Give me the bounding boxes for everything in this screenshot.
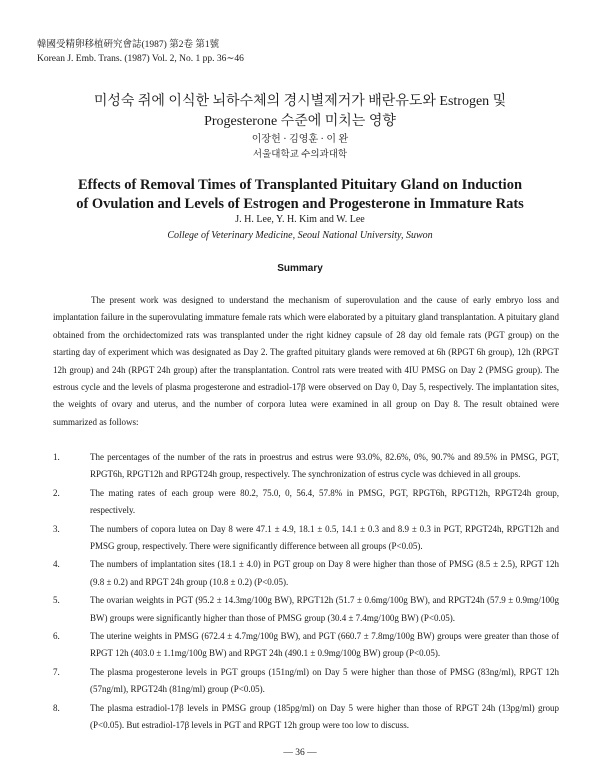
korean-title <box>0 92 600 132</box>
english-title <box>0 176 600 214</box>
summary-heading: Summary <box>277 263 323 274</box>
results-list <box>53 449 559 736</box>
english-title-line-2: of Ovulation and Levels of Estrogen and Progesterone in Immature Rats <box>76 196 524 212</box>
result-item <box>53 592 559 627</box>
journal-line-korean: 韓國受精卵移植硏究會誌(1987) 第2卷 第1號 <box>37 40 220 50</box>
result-item <box>53 664 559 699</box>
result-text: The numbers of copora lutea on Day 8 were 47.1 ± 4.9, 18.1 ± 0.5, 14.1 ± 0.3 and 8.9 ± 0.3 in PGT, RPGT24h, RPGT12h and PMSG group, respectively. There were significantly difference between all groups (P<0.05). <box>90 523 559 552</box>
result-item <box>53 485 559 520</box>
result-text: The numbers of implantation sites (18.1 ± 4.0) in PGT group on Day 8 were higher than those of PMSG (8.5 ± 2.5), RPGT 12h (9.8 ± 0.2) and RPGT 24h group (10.8 ± 0.2) (P<0.05). <box>90 559 559 587</box>
journal-header <box>37 38 244 66</box>
result-item <box>53 700 559 735</box>
page-number: — 36 — <box>283 748 317 758</box>
result-item <box>53 449 559 484</box>
result-text: The uterine weights in PMSG (672.4 ± 4.7mg/100g BW), and PGT (660.7 ± 7.8mg/100g BW) groups were greater than those of RPGT 12h (403.0 ± 1.1mg/100g BW) and RPGT 24h (490.1 ± 0.9mg/100g BW) group (P<0.05). <box>90 631 559 659</box>
english-affiliation: College of Veterinary Medicine, Seoul National University, Suwon <box>167 230 433 241</box>
korean-authors: 이장헌 · 김영훈 · 이 완 <box>251 134 349 145</box>
journal-line-english: Korean J. Emb. Trans. (1987) Vol. 2, No. 1 pp. 36∼46 <box>37 54 244 64</box>
english-authors: J. H. Lee, Y. H. Kim and W. Lee <box>235 214 365 225</box>
korean-affiliation: 서울대학교 수의과대학 <box>252 150 348 160</box>
result-text: The plasma progesterone levels in PGT groups (151ng/ml) on Day 5 were higher than those of PMSG (83ng/ml), RPGT 12h (57ng/ml), RPGT24h (81ng/ml) group (P<0.05). <box>90 666 559 695</box>
result-text: The plasma estradiol-17β levels in PMSG group (185pg/ml) on Day 5 were higher than those of RPGT 24h (13pg/ml) group (P<0.05). But estradiol-17β levels in PGT and RPGT 12h group were too low to discuss. <box>90 702 559 731</box>
result-number: 6. <box>53 631 60 642</box>
result-number: 8. <box>53 702 60 713</box>
result-text: The percentages of the number of the rats in proestrus and estrus were 93.0%, 82.6%, 0%, 90.7% and 89.5% in PMSG, PGT, RPGT6h, RPGT12h and RPGT24h group, respectively. The synchronization of estrus cycle was dchieved in all groups. <box>90 452 559 480</box>
result-text: The ovarian weights in PGT (95.2 ± 14.3mg/100g BW), RPGT12h (51.7 ± 0.6mg/100g BW), and RPGT24h (57.9 ± 0.9mg/100g BW) groups were significantly higher than those of PMSG group (30.4 ± 7.4mg/100g BW) (P<0.05). <box>90 595 559 623</box>
result-number: 2. <box>53 487 60 498</box>
result-item <box>53 628 559 663</box>
korean-title-line-1: 미성숙 쥐에 이식한 뇌하수체의 경시별제거가 배란유도와 Estrogen 및 <box>93 94 507 109</box>
korean-title-line-2: Progesterone 수준에 미치는 영향 <box>204 114 396 129</box>
english-title-line-1: Effects of Removal Times of Transplanted Pituitary Gland on Induction <box>77 177 523 193</box>
result-number: 1. <box>53 452 60 462</box>
result-text: The mating rates of each group were 80.2, 75.0, 0, 56.4, 57.8% in PMSG, PGT, RPGT6h, RPGT12h, RPGT24h group, respectively. <box>90 487 559 516</box>
result-number: 3. <box>53 523 60 534</box>
result-number: 4. <box>53 559 60 570</box>
result-number: 7. <box>53 666 60 677</box>
summary-paragraph: The present work was designed to understand the mechanism of superovulation and the cause of early embryo loss and implantation failure in the superovulating immature female rats which were elaborated by a pituitary gland transplantation. A pituitary gland obtained from the orchidectomized rats was transplanted under the right kidney capsule of 28 day old female rats (PGT group) on the starting day of experiment which was designated as Day 2. The grafted pituitary glands were removed at 6h (RPGT 6h group), 12h (RPGT 12h group) and 24h (RPGT 24h group) after the transplantation. Control rats were treated with 4IU PMSG on Day 2 (PMSG group). The estrous cycle and the levels of plasma progesterone and estradiol-17β were observed on Day 0, Day 5, respectively. The implantation sites, the weights of ovary and uterus, and the number of corpora lutea were examined in all group on Day 8. The result obtained were summarized as follows: <box>53 295 559 427</box>
result-item <box>53 521 559 556</box>
result-number: 5. <box>53 595 60 606</box>
result-item <box>53 556 559 591</box>
